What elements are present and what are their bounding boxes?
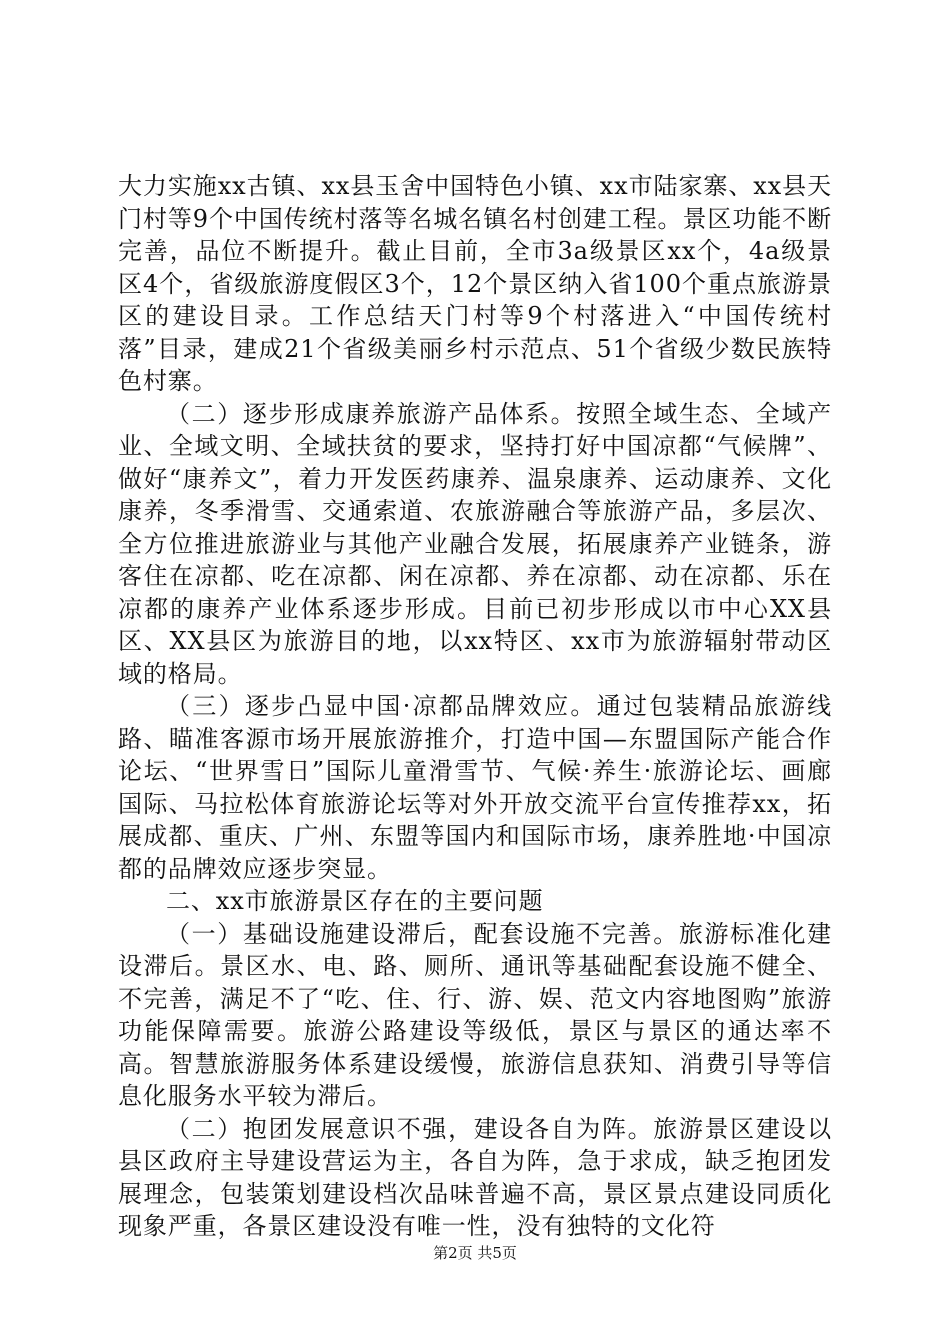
document-body — [118, 170, 832, 1243]
paragraph-2: （二）逐步形成康养旅游产品体系。按照全域生态、全域产业、全域文明、全域扶贫的要求，坚持打好中国凉都“气候牌”、做好“康养文”，着力开发医药康养、温泉康养、运动康养、文化康养，冬季滑雪、交通索道、农旅游融合等旅游产品，多层次、全方位推进旅游业与其他产业融合发展，拓展康养产业链条，游客住在凉都、吃在凉都、闲在凉都、养在凉都、动在凉都、乐在凉都的康养产业体系逐步形成。目前已初步形成以市中心XX县区、XX县区为旅游目的地，以xx特区、xx市为旅游辐射带动区域的格局。 — [118, 399, 832, 688]
paragraph-5: （二）抱团发展意识不强，建设各自为阵。旅游景区建设以县区政府主导建设营运为主，各自为阵，急于求成，缺乏抱团发展理念，包装策划建设档次品味普遍不高，景区景点建设同质化现象严重，各景区建设没有唯一性，没有独特的文化符 — [118, 1114, 832, 1240]
paragraph-4: （一）基础设施建设滞后，配套设施不完善。旅游标准化建设滞后。景区水、电、路、厕所、通讯等基础配套设施不健全、不完善，满足不了“吃、住、行、游、娱、范文内容地图购”旅游功能保障需要。旅游公路建设等级低，景区与景区的通达率不高。智慧旅游服务体系建设缓慢，旅游信息获知、消费引导等信息化服务水平较为滞后。 — [118, 919, 832, 1110]
page-number-footer: 第2页 共5页 — [433, 1244, 517, 1262]
paragraph-3: （三）逐步凸显中国·凉都品牌效应。通过包装精品旅游线路、瞄准客源市场开展旅游推介，打造中国—东盟国际产能合作论坛、“世界雪日”国际儿童滑雪节、气候·养生·旅游论坛、画廊国际、马拉松体育旅游论坛等对外开放交流平台宣传推荐xx，拓展成都、重庆、广州、东盟等国内和国际市场，康养胜地·中国凉都的品牌效应逐步突显。 — [118, 692, 832, 883]
section-heading: 二、xx市旅游景区存在的主要问题 — [166, 887, 544, 915]
paragraph-1: 大力实施xx古镇、xx县玉舍中国特色小镇、xx市陆家寨、xx县天门村等9个中国传统村落等名城名镇名村创建工程。景区功能不断完善，品位不断提升。截止目前，全市3a级景区xx个，4a级景区4个，省级旅游度假区3个，12个景区纳入省100个重点旅游景区的建设目录。工作总结天门村等9个村落进入“中国传统村落”目录，建成21个省级美丽乡村示范点、51个省级少数民族特色村寨。 — [118, 172, 832, 395]
